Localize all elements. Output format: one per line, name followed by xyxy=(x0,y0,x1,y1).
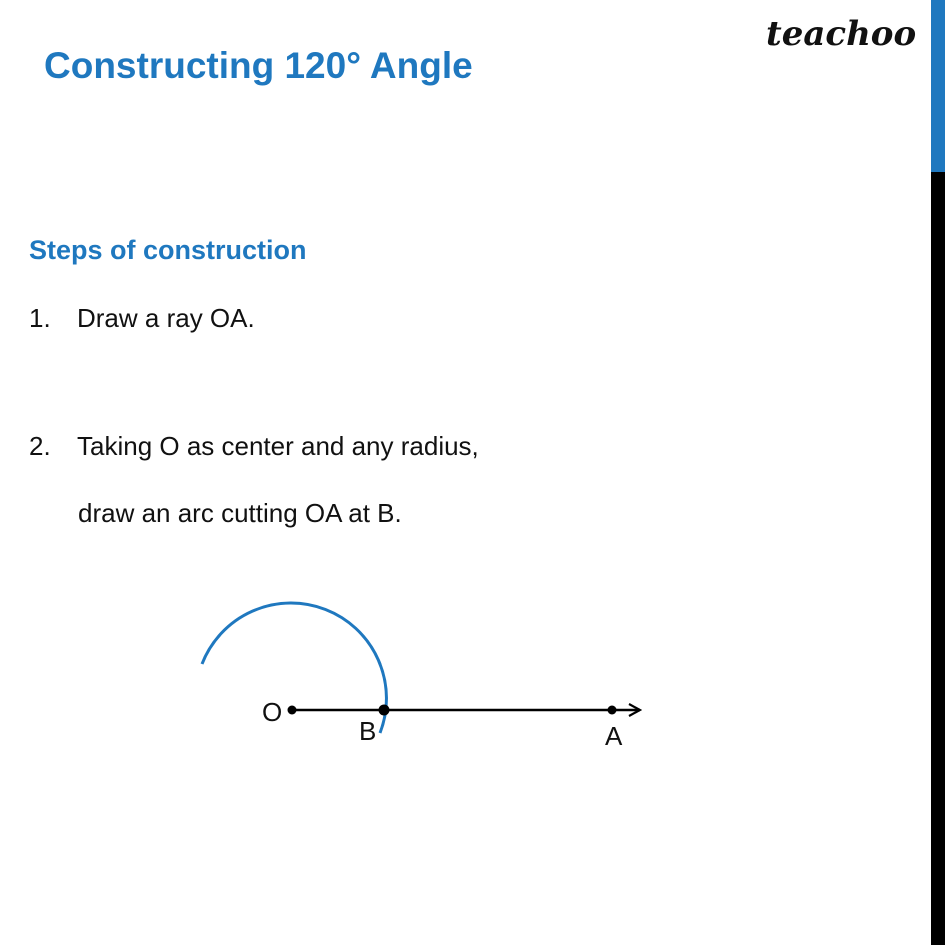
point-b xyxy=(379,705,390,716)
point-o xyxy=(288,706,297,715)
step-2-continuation: draw an arc cutting OA at B. xyxy=(78,498,402,528)
label-o: O xyxy=(262,697,283,727)
teachoo-logo: teachoo xyxy=(766,14,917,54)
label-b: B xyxy=(359,716,377,746)
step-1-text: Draw a ray OA. xyxy=(77,303,255,333)
label-a: A xyxy=(605,721,623,751)
step-2-number: 2. xyxy=(29,431,51,461)
page-title: Constructing 120° Angle xyxy=(44,45,473,86)
point-a xyxy=(608,706,617,715)
step-2-text: Taking O as center and any radius, xyxy=(77,431,479,461)
step-1-number: 1. xyxy=(29,303,51,333)
section-heading: Steps of construction xyxy=(29,235,307,265)
